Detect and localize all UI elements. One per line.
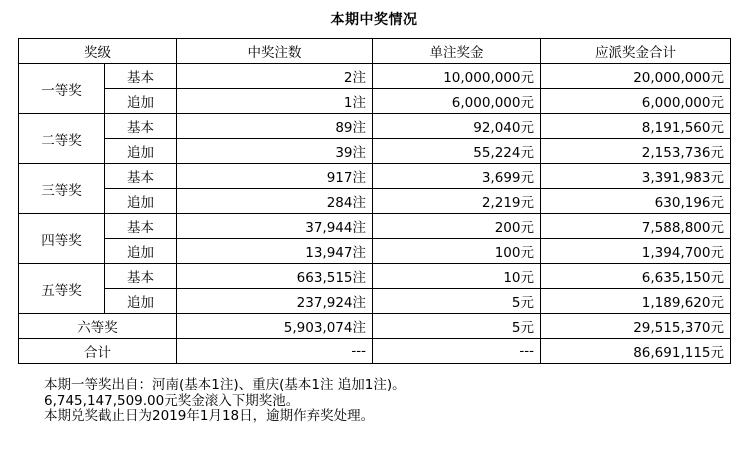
grade-label-third: 三等奖 xyxy=(19,164,105,214)
type-label: 基本 xyxy=(105,214,177,239)
unit-prize: 100元 xyxy=(373,239,541,264)
total-unit-prize: --- xyxy=(373,339,541,364)
unit-prize: 2,219元 xyxy=(373,189,541,214)
table-row xyxy=(19,114,731,139)
unit-prize: 6,000,000元 xyxy=(373,89,541,114)
total-label: 合计 xyxy=(19,339,177,364)
winning-count: 284注 xyxy=(177,189,373,214)
total-prize: 1,394,700元 xyxy=(541,239,731,264)
column-header-grade: 奖级 xyxy=(19,39,177,64)
column-header-count: 中奖注数 xyxy=(177,39,373,64)
notes-section xyxy=(18,378,730,425)
unit-prize: 92,040元 xyxy=(373,114,541,139)
grand-total-prize: 86,691,115元 xyxy=(541,339,731,364)
table-header-row xyxy=(19,39,731,64)
total-prize: 6,000,000元 xyxy=(541,89,731,114)
type-label: 追加 xyxy=(105,139,177,164)
grade-label-first: 一等奖 xyxy=(19,64,105,114)
unit-prize: 5元 xyxy=(373,314,541,339)
page-title: 本期中奖情况 xyxy=(330,12,418,28)
unit-prize: 3,699元 xyxy=(373,164,541,189)
total-prize: 20,000,000元 xyxy=(541,64,731,89)
total-prize: 7,588,800元 xyxy=(541,214,731,239)
unit-prize: 200元 xyxy=(373,214,541,239)
table-row xyxy=(19,189,731,214)
table-row xyxy=(19,64,731,89)
winning-count: 89注 xyxy=(177,114,373,139)
type-label: 基本 xyxy=(105,164,177,189)
total-prize: 2,153,736元 xyxy=(541,139,731,164)
table-row xyxy=(19,264,731,289)
total-prize: 1,189,620元 xyxy=(541,289,731,314)
winning-count: 13,947注 xyxy=(177,239,373,264)
grade-label-fourth: 四等奖 xyxy=(19,214,105,264)
total-prize: 29,515,370元 xyxy=(541,314,731,339)
unit-prize: 10,000,000元 xyxy=(373,64,541,89)
note-rollover-pool: 6,745,147,509.00元奖金滚入下期奖池。 xyxy=(44,392,300,409)
winning-count: 39注 xyxy=(177,139,373,164)
unit-prize: 55,224元 xyxy=(373,139,541,164)
note-claim-deadline: 本期兑奖截止日为2019年1月18日，逾期作弃奖处理。 xyxy=(44,408,375,425)
total-winning-count: --- xyxy=(177,339,373,364)
table-row xyxy=(19,239,731,264)
type-label: 追加 xyxy=(105,289,177,314)
table-body xyxy=(19,64,731,364)
table-row xyxy=(19,89,731,114)
winning-count: 2注 xyxy=(177,64,373,89)
table-row xyxy=(19,214,731,239)
unit-prize: 10元 xyxy=(373,264,541,289)
total-prize: 8,191,560元 xyxy=(541,114,731,139)
winning-count: 237,924注 xyxy=(177,289,373,314)
note-first-prize-origin: 本期一等奖出自：河南(基本1注)、重庆(基本1注 追加1注)。 xyxy=(44,377,406,393)
type-label: 基本 xyxy=(105,64,177,89)
type-label: 基本 xyxy=(105,114,177,139)
table-row xyxy=(19,139,731,164)
table-header xyxy=(19,39,731,64)
grade-label-fifth: 五等奖 xyxy=(19,264,105,314)
table-row xyxy=(19,289,731,314)
type-label: 基本 xyxy=(105,264,177,289)
column-header-total-prize: 应派奖金合计 xyxy=(541,39,731,64)
winning-count: 37,944注 xyxy=(177,214,373,239)
winning-count: 5,903,074注 xyxy=(177,314,373,339)
winning-count: 663,515注 xyxy=(177,264,373,289)
table-row xyxy=(19,164,731,189)
total-prize: 630,196元 xyxy=(541,189,731,214)
type-label: 追加 xyxy=(105,189,177,214)
prize-table xyxy=(18,38,731,364)
winning-count: 917注 xyxy=(177,164,373,189)
unit-prize: 5元 xyxy=(373,289,541,314)
grade-label-second: 二等奖 xyxy=(19,114,105,164)
winning-count: 1注 xyxy=(177,89,373,114)
table-row-total xyxy=(19,339,731,364)
total-prize: 3,391,983元 xyxy=(541,164,731,189)
type-label: 追加 xyxy=(105,89,177,114)
total-prize: 6,635,150元 xyxy=(541,264,731,289)
table-row-sixth-grade xyxy=(19,314,731,339)
column-header-unit-prize: 单注奖金 xyxy=(373,39,541,64)
grade-label-sixth: 六等奖 xyxy=(19,314,177,339)
type-label: 追加 xyxy=(105,239,177,264)
